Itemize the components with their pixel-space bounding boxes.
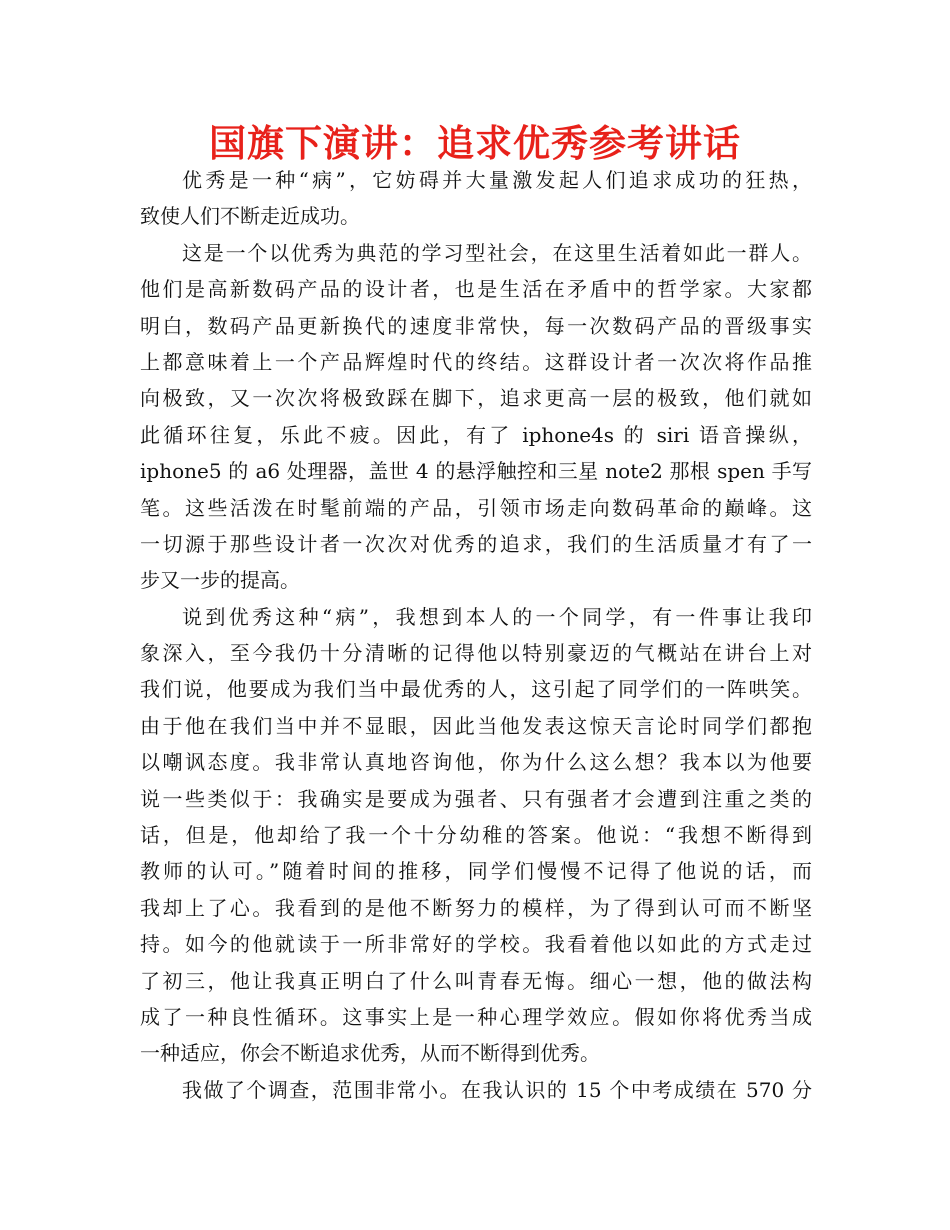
text-line: 持。如今的他就读于一所非常好的学校。我看着他以如此的方式走过 [140,932,812,957]
text-line: 笔。这些活泼在时髦前端的产品，引领市场走向数码革命的巅峰。这 [140,495,812,520]
text-line: 一切源于那些设计者一次次对优秀的追求，我们的生活质量才有了一 [140,531,812,556]
text-line: 致使人们不断走近成功。 [140,204,360,229]
text-line: 成了一种良性循环。这事实上是一种心理学效应。假如你将优秀当成 [140,1004,812,1029]
text-line: 教师的认可。”随着时间的推移，同学们慢慢不记得了他说的话，而 [140,859,812,884]
text-line: 由于他在我们当中并不显眼，因此当他发表这惊天言论时同学们都抱 [140,713,812,738]
text-line: 一种适应，你会不断追求优秀，从而不断得到优秀。 [140,1041,600,1066]
text-line: 了初三，他让我真正明白了什么叫青春无悔。细心一想，他的做法构 [140,968,812,993]
text-line: 说到优秀这种“病”，我想到本人的一个同学，有一件事让我印 [182,604,812,629]
text-line: 这是一个以优秀为典范的学习型社会，在这里生活着如此一群人。 [182,240,812,265]
text-line: 以嘲讽态度。我非常认真地咨询他，你为什么这么想？我本以为他要 [140,750,812,775]
text-line: 步又一步的提高。 [140,568,300,593]
text-line: 话，但是，他却给了我一个十分幼稚的答案。他说：“我想不断得到 [140,823,812,848]
text-line: 优秀是一种“病”，它妨碍并大量激发起人们追求成功的狂热， [182,168,812,192]
text-line: 向极致，又一次次将极致踩在脚下，追求更高一层的极致，他们就如 [140,386,812,411]
text-line: 我做了个调查，范围非常小。在我认识的 15 个中考成绩在 570 分 [182,1077,812,1102]
page-title: 国旗下演讲：追求优秀参考讲话 [209,122,741,165]
text-line: 上都意味着上一个产品辉煌时代的终结。这群设计者一次次将作品推 [140,349,812,374]
text-line: iphone5 的 a6 处理器，盖世 4 的悬浮触控和三星 note2 那根 spen 手写 [140,459,812,484]
text-line: 象深入，至今我仍十分清晰的记得他以特别豪迈的气概站在讲台上对 [140,641,812,666]
text-line: 我却上了心。我看到的是他不断努力的模样，为了得到认可而不断坚 [140,895,812,920]
text-line: 此循环往复，乐此不疲。因此，有了 iphone4s 的 siri 语音操纵， [140,422,812,447]
text-line: 他们是高新数码产品的设计者，也是生活在矛盾中的哲学家。大家都 [140,277,812,302]
text-line: 我们说，他要成为我们当中最优秀的人，这引起了同学们的一阵哄笑。 [140,677,812,702]
text-line: 明白，数码产品更新换代的速度非常快，每一次数码产品的晋级事实 [140,313,812,338]
text-line: 说一些类似于：我确实是要成为强者、只有强者才会遭到注重之类的 [140,786,812,811]
speech-body [140,162,812,1108]
